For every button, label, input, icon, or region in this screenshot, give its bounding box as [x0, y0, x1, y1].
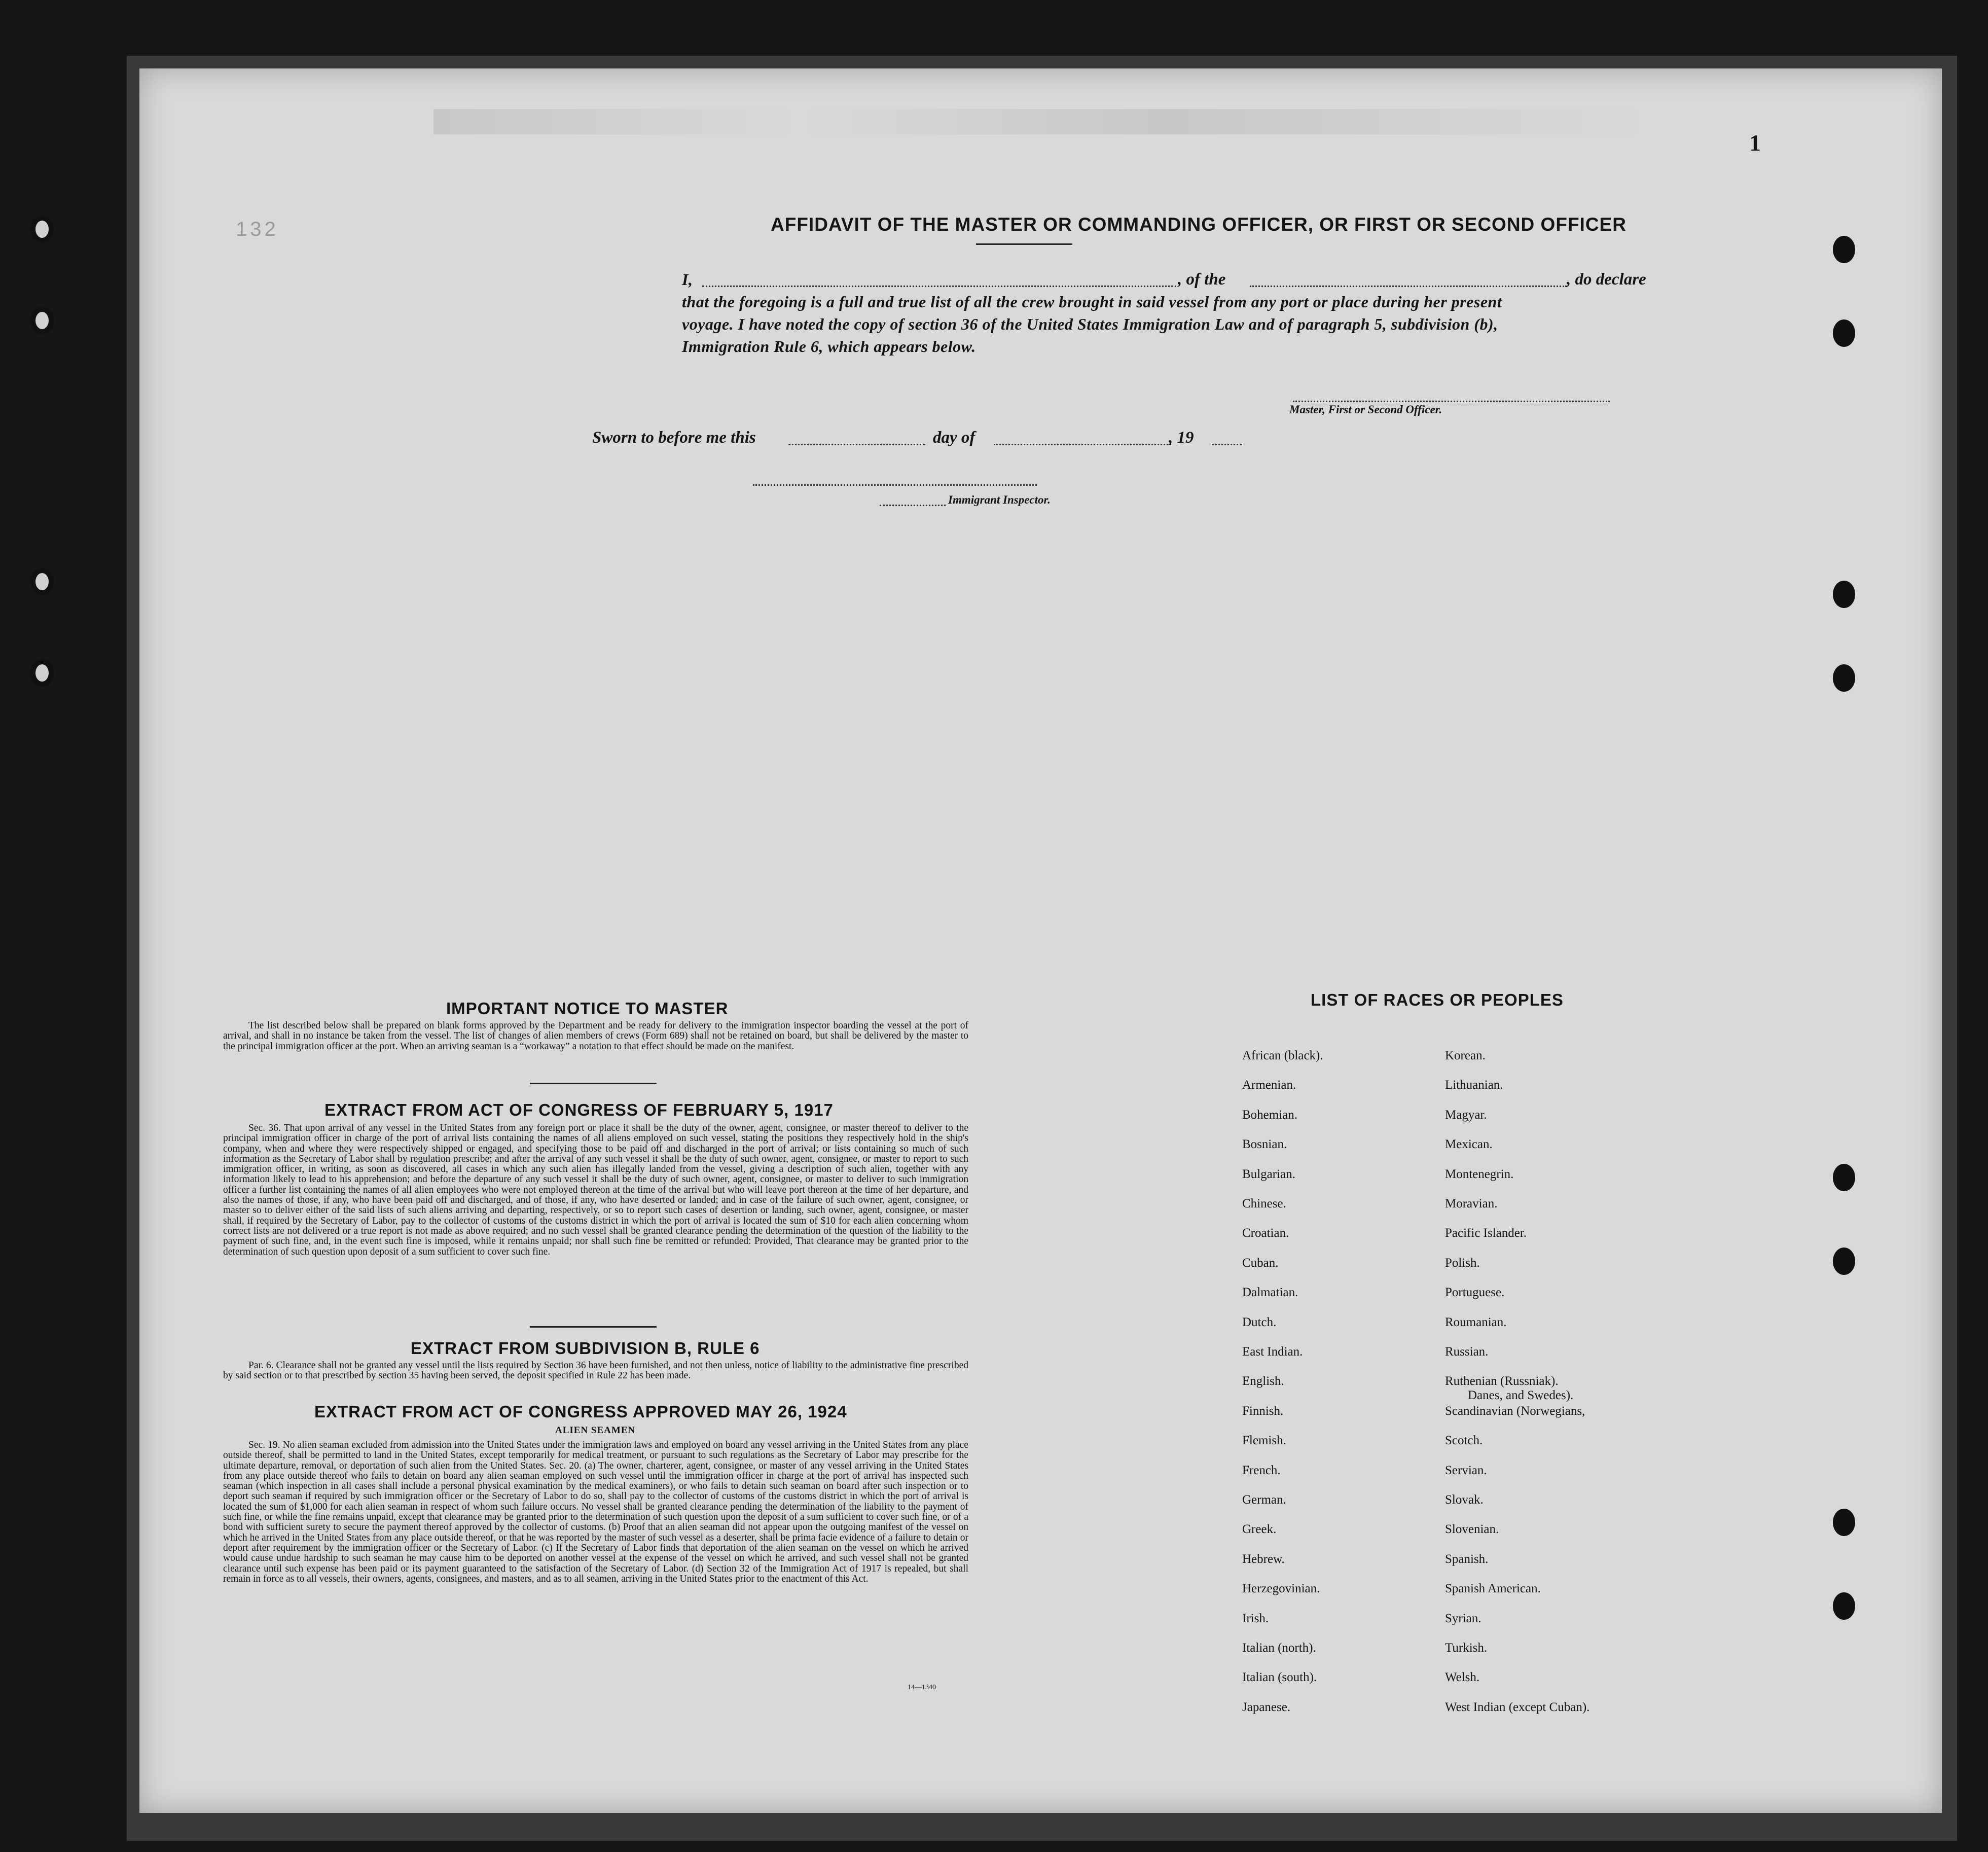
extract-1917-text: Sec. 36. That upon arrival of any vessel in the United States from any foreign port or place it shall be the duty of the owner, agent, consignee, or master thereof to deliver to the principal immigration officer in charge of the port of arrival lists containing the names of all aliens employed on such vessel, stating the positions they respectively hold in the ship's company, when and where they were respectively shipped or engaged, and specifying those to be paid off and discharged in the port of arrival; or lists containing so much of such information as the Secretary of Labor shall by regulation prescribe; and after the arrival of any such vessel it shall be the duty of such owner, agent, consignee, or master to report to such immigration officer, in writing, as soon as discovered, all cases in which any such alien has illegally landed from the vessel, giving a description of such alien, together with any information likely to lead to his apprehension; and before the departure of any such vessel it shall be the duty of such owner, agent, consignee, or master to deliver to such immigration officer a further list containing the names of all alien employees who were not employed thereon at the time of the arrival but who will leave port thereon at the time of her departure, and also the names of those, if any, who have been paid off and discharged, and of those, if any, who have deserted or landed; and in case of the failure of such owner, agent, consignee, or master so to deliver either of the said lists of such aliens arriving and departing, respectively, or so to report such cases of desertion or landing, such owner, agent, consignee, or master shall, if required by the Secretary of Labor, pay to the collector of customs of the customs district in which the port of arrival is located the sum of $10 for each alien concerning whom correct lists are not delivered or a true report is not made as above required; and no such vessel shall be granted clearance pending the determination of the question of the liability to the payment of such fine, and, in the event such fine is imposed, while it remains unpaid; nor shall such fine be remitted or refunded: Provided, That clearance may be granted prior to the determination of such question upon deposit of a sum sufficient to cover such fine.: [223, 1123, 968, 1257]
inspector-signature-blank: [753, 484, 1037, 486]
master-signature-blank: [1293, 401, 1610, 402]
race-item: Japanese.: [1242, 1700, 1291, 1714]
race-item: Spanish American.: [1445, 1582, 1541, 1596]
race-item: Flemish.: [1242, 1434, 1286, 1448]
race-item: Syrian.: [1445, 1611, 1481, 1625]
affidavit-line-2: that the foregoing is a full and true list of all the crew brought in said vessel from any port or place during her present: [682, 293, 1502, 311]
race-item: French.: [1242, 1463, 1281, 1477]
affidavit-of-the: , of the: [1178, 270, 1226, 289]
extract-rule6-title: EXTRACT FROM SUBDIVISION B, RULE 6: [411, 1339, 760, 1358]
race-item: Polish.: [1445, 1256, 1480, 1270]
extract-1924-title: EXTRACT FROM ACT OF CONGRESS APPROVED MAY 26, 1924: [314, 1402, 847, 1421]
race-item: Turkish.: [1445, 1641, 1488, 1655]
divider: [530, 1083, 657, 1084]
punch-hole: [1833, 1164, 1855, 1191]
race-item: Bulgarian.: [1242, 1167, 1295, 1181]
race-item: Pacific Islander.: [1445, 1226, 1527, 1240]
race-item: Italian (south).: [1242, 1670, 1317, 1685]
divider: [530, 1326, 657, 1328]
race-item: West Indian (except Cuban).: [1445, 1700, 1590, 1714]
race-item: Herzegovinian.: [1242, 1582, 1320, 1596]
race-item: Finnish.: [1242, 1404, 1284, 1418]
race-item: Scotch.: [1445, 1434, 1483, 1448]
race-item: Slovenian.: [1445, 1522, 1499, 1537]
extract-1917-title: EXTRACT FROM ACT OF CONGRESS OF FEBRUARY 5, 1917: [324, 1100, 834, 1119]
master-signature-label: Master, First or Second Officer.: [1289, 403, 1442, 416]
affidavit-line-1: [682, 270, 693, 289]
race-item: Dalmatian.: [1242, 1286, 1298, 1300]
extract-1924-text: Sec. 19. No alien seaman excluded from admission into the United States under the immigration laws and employed on board any vessel arriving in the United States from any place outside thereof, shall be permitted to land in the United States, except temporarily for medical treatment, or pursuant to such regulations as the Secretary of Labor may prescribe for the ultimate departure, removal, or deportation of such alien from the United States. Sec. 20. (a) The owner, charterer, agent, consignee, or master of any vessel arriving in the United States from any place outside thereof who fails to detain on board any alien seaman employed on such vessel until the immigration officer in charge at the port of arrival has inspected such seaman (which inspection in all cases shall include a personal physical examination by the medical examiners), or who fails to detain such seaman on board after such inspection or to deport such seaman if required by such immigration officer or the Secretary of Labor to do so, shall pay to the collector of customs of the customs district in which the port of arrival is located the sum of $1,000 for each alien seaman in respect of whom such failure occurs. No vessel shall be granted clearance pending the determination of the liability to the payment of such fine, or while the fine remains unpaid, except that clearance may be granted prior to the determination of such question upon the deposit of a sum sufficient to cover such fine, or of a bond with sufficient surety to secure the payment thereof approved by the collector of customs. (b) Proof that an alien seaman did not appear upon the outgoing manifest of the vessel on which he arrived in the United States from any place outside thereof, or that he was reported by the master of such vessel as a deserter, shall be prima facie evidence of a failure to detain or deport after requirement by the immigration officer or the Secretary of Labor. (c) If the Secretary of Labor finds that deportation of the alien seaman on the vessel on which he arrived would cause undue hardship to such seaman he may cause him to be deported on another vessel at the expense of the vessel on which he arrived, and such vessel shall not be granted clearance until such expense has been paid or its payment guaranteed to the satisfaction of the Secretary of Labor. (d) Section 32 of the Immigration Act of 1917 is repealed, but shall remain in force as to all vessels, their owners, agents, consignees, and masters, and as to all seamen, arriving in the United States prior to the enactment of this Act.: [223, 1440, 968, 1584]
race-item: Scandinavian (Norwegians,: [1445, 1404, 1585, 1418]
race-item: Greek.: [1242, 1522, 1277, 1537]
race-item: Ruthenian (Russniak).: [1445, 1374, 1559, 1388]
bleed-through: [433, 109, 1650, 134]
month-blank: [994, 444, 1171, 445]
race-item: Chinese.: [1242, 1197, 1286, 1210]
race-item: Italian (north).: [1242, 1641, 1316, 1655]
extract-rule6-text: Par. 6. Clearance shall not be granted any vessel until the lists required by Section 36 have been furnished, and not then unless, notice of liability to the administrative fine prescribed by said section or to that prescribed by section 35 having been served, the deposit specified in Rule 22 has been made.: [223, 1360, 968, 1381]
alien-seamen-subtitle: ALIEN SEAMEN: [555, 1425, 636, 1436]
sworn-day-blank: [788, 444, 925, 445]
races-title: LIST OF RACES OR PEOPLES: [1311, 990, 1564, 1009]
race-item: Dutch.: [1242, 1315, 1277, 1329]
race-item: Cuban.: [1242, 1256, 1279, 1270]
race-item: English.: [1242, 1374, 1284, 1388]
affidavit-title: AFFIDAVIT OF THE MASTER OR COMMANDING OFFICER, OR FIRST OR SECOND OFFICER: [771, 214, 1626, 235]
race-item: Welsh.: [1445, 1670, 1480, 1685]
divider: [976, 243, 1072, 245]
year-blank: [1212, 444, 1242, 445]
punch-hole: [1833, 664, 1855, 692]
race-item: Mexican.: [1445, 1137, 1493, 1152]
race-item: Montenegrin.: [1445, 1167, 1514, 1181]
name-blank: [702, 286, 1176, 287]
race-item: East Indian.: [1242, 1345, 1303, 1359]
race-item: Bosnian.: [1242, 1137, 1287, 1152]
race-item: German.: [1242, 1493, 1286, 1507]
inspector-blank-short: [880, 505, 946, 506]
affidavit-line-4: Immigration Rule 6, which appears below.: [682, 337, 976, 355]
race-item: Slovak.: [1445, 1493, 1484, 1507]
race-item: Moravian.: [1445, 1197, 1498, 1210]
punch-hole: [1833, 236, 1855, 263]
race-item: Servian.: [1445, 1463, 1487, 1477]
race-item: Roumanian.: [1445, 1315, 1507, 1329]
race-item: Portuguese.: [1445, 1286, 1505, 1300]
notice-text: The list described below shall be prepared on blank forms approved by the Department and be ready for delivery to the immigration inspector boarding the vessel at the port of arrival, and shall in no instance be taken from the vessel. The list of changes of alien members of crews (Form 689) shall not be retained on board, but shall be delivered by the master to the principal immigration officer at the port. When an arriving seaman is a “workaway” a notation to that effect should be made on the manifest.: [223, 1020, 968, 1052]
form-number: 14—1340: [908, 1684, 936, 1691]
race-item: Lithuanian.: [1445, 1078, 1503, 1092]
page-number: 1: [1749, 130, 1761, 156]
year-label: , 19: [1169, 429, 1194, 447]
affidavit-i: I,: [682, 270, 693, 289]
notice-title: IMPORTANT NOTICE TO MASTER: [446, 999, 729, 1018]
race-item: Irish.: [1242, 1611, 1269, 1625]
punch-hole: [1833, 1592, 1855, 1620]
race-item: Spanish.: [1445, 1552, 1489, 1566]
race-item: Croatian.: [1242, 1226, 1289, 1240]
vessel-blank: [1250, 286, 1567, 287]
punch-hole: [1833, 581, 1855, 608]
race-item: Korean.: [1445, 1049, 1486, 1062]
punch-hole: [1833, 319, 1855, 347]
binder-hole: [30, 216, 54, 243]
race-scandinavian-cont: Danes, and Swedes).: [1468, 1388, 1574, 1402]
race-item: Russian.: [1445, 1345, 1489, 1359]
faint-stamp: 132: [236, 218, 279, 240]
document-page: [139, 68, 1942, 1813]
race-item: Bohemian.: [1242, 1108, 1298, 1122]
affidavit-declare: , do declare: [1567, 270, 1646, 289]
inspector-label: Immigrant Inspector.: [948, 493, 1051, 506]
sworn-label: Sworn to before me this: [592, 429, 756, 447]
affidavit-line-3: voyage. I have noted the copy of section 36 of the United States Immigration Law and of paragraph 5, subdivision (b),: [682, 315, 1498, 333]
binder-hole: [30, 307, 54, 334]
day-of-label: day of: [933, 429, 975, 447]
race-item: Magyar.: [1445, 1108, 1487, 1122]
binder-hole: [30, 568, 54, 595]
punch-hole: [1833, 1509, 1855, 1536]
race-item: Hebrew.: [1242, 1552, 1285, 1566]
race-item: African (black).: [1242, 1049, 1323, 1062]
punch-hole: [1833, 1248, 1855, 1275]
race-item: Armenian.: [1242, 1078, 1296, 1092]
binder-hole: [30, 659, 54, 687]
